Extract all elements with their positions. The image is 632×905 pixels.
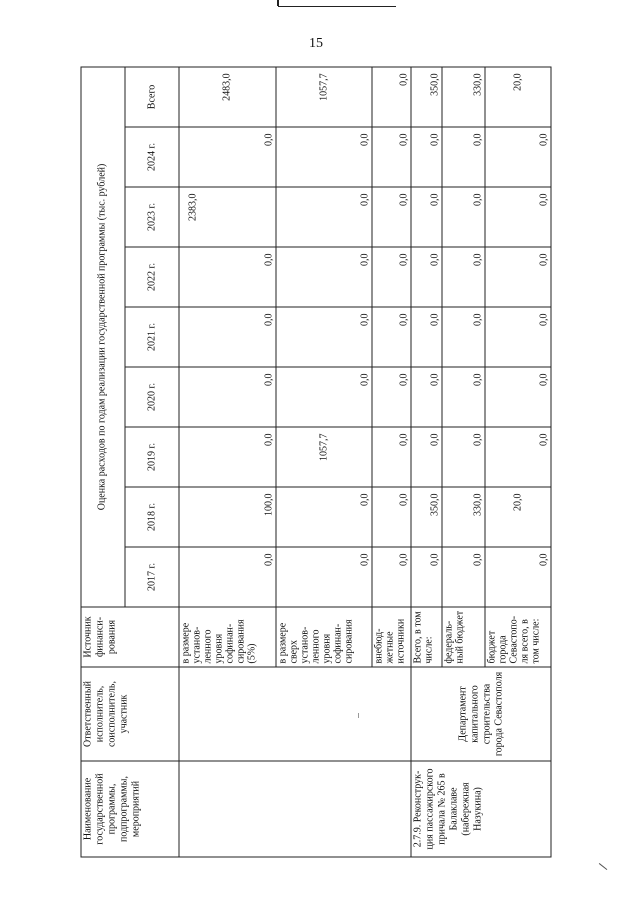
value-cell: 0,0 (442, 187, 486, 247)
value-cell: 0,0 (411, 307, 442, 367)
measure-responsible: Департамент капитального строительства города Севастополя (411, 667, 551, 761)
header-year: 2018 г. (125, 487, 180, 547)
value-cell: 0,0 (179, 547, 275, 607)
value-cell: 0,0 (411, 187, 442, 247)
header-responsible: Ответственный исполнитель, соисполнитель, участник (81, 667, 179, 761)
measure-name: 2.7.9. Реконструк-ция пассажирского причала № 265 в Балаклаве (набережная Назукина) (411, 761, 551, 857)
header-year: 2024 г. (125, 127, 180, 187)
value-cell: 0,0 (179, 127, 275, 187)
value-cell: 0,0 (276, 547, 372, 607)
value-cell: 0,0 (372, 307, 411, 367)
value-cell: 0,0 (276, 127, 372, 187)
value-cell: 0,0 (442, 427, 486, 487)
header-total: Всего (125, 66, 180, 126)
value-cell: 0,0 (372, 66, 411, 126)
value-cell: 0,0 (179, 307, 275, 367)
value-cell: 0,0 (276, 247, 372, 307)
value-cell: 1057,7 (276, 66, 372, 126)
value-cell: 350,0 (411, 66, 442, 126)
value-cell: 0,0 (372, 367, 411, 427)
value-cell: 0,0 (372, 127, 411, 187)
empty-responsible-cell (179, 667, 411, 761)
value-cell: 0,0 (276, 187, 372, 247)
header-source: Источник финанси-рования (81, 607, 179, 667)
source-cell: Всего, в том числе: (411, 607, 442, 667)
value-cell: 0,0 (276, 307, 372, 367)
value-cell: 0,0 (442, 247, 486, 307)
value-cell: 0,0 (411, 127, 442, 187)
budget-table (81, 66, 552, 857)
value-cell: 2383,0 (179, 187, 275, 247)
empty-name-cell (179, 761, 411, 857)
value-cell: 0,0 (372, 547, 411, 607)
header-year: 2021 г. (125, 307, 180, 367)
value-cell: 0,0 (372, 247, 411, 307)
top-edge-line (278, 0, 396, 7)
table-row (179, 66, 275, 856)
value-cell: 0,0 (276, 367, 372, 427)
header-name: Наименование государственной программы, подпрограммы, мероприятий (81, 761, 179, 857)
value-cell: 0,0 (411, 547, 442, 607)
rotated-table-container (81, 67, 552, 857)
value-cell: 0,0 (411, 427, 442, 487)
value-cell: 0,0 (179, 247, 275, 307)
value-cell: 20,0 (485, 487, 551, 547)
value-cell: 0,0 (485, 187, 551, 247)
value-cell: 0,0 (442, 367, 486, 427)
source-cell: в размере установ-ленного уровня софинан-сирования (5%) (179, 607, 275, 667)
source-cell: в размере сверх установ-ленного уровня софинан-сирования (276, 607, 372, 667)
value-cell: 0,0 (442, 127, 486, 187)
value-cell: 0,0 (485, 547, 551, 607)
table-row (411, 66, 442, 856)
value-cell: 20,0 (485, 66, 551, 126)
value-cell: 0,0 (485, 367, 551, 427)
value-cell: 0,0 (372, 487, 411, 547)
header-year: 2023 г. (125, 187, 180, 247)
pen-mark (599, 863, 608, 870)
source-cell: внебюд-жетные источники (372, 607, 411, 667)
value-cell: 0,0 (179, 427, 275, 487)
value-cell: 0,0 (442, 547, 486, 607)
value-cell: 0,0 (372, 187, 411, 247)
value-cell: 0,0 (179, 367, 275, 427)
value-cell: 330,0 (442, 66, 486, 126)
value-cell: 2483,0 (179, 66, 275, 126)
header-year: 2022 г. (125, 247, 180, 307)
value-cell: 0,0 (411, 247, 442, 307)
source-cell: бюджет города Севастопо-ля всего, в том числе: (485, 607, 551, 667)
value-cell: 0,0 (485, 127, 551, 187)
value-cell: 0,0 (485, 247, 551, 307)
value-cell: 0,0 (372, 427, 411, 487)
value-cell: 1057,7 (276, 427, 372, 487)
value-cell: 0,0 (485, 307, 551, 367)
value-cell: 330,0 (442, 487, 486, 547)
value-cell: 0,0 (276, 487, 372, 547)
value-cell: 0,0 (485, 427, 551, 487)
value-cell: 0,0 (411, 367, 442, 427)
header-estimate: Оценка расходов по годам реализации государственной программы (тыс. рублей) (81, 66, 125, 606)
header-year: 2017 г. (125, 547, 180, 607)
value-cell: 350,0 (411, 487, 442, 547)
header-year: 2020 г. (125, 367, 180, 427)
page-number: 15 (309, 36, 323, 51)
header-year: 2019 г. (125, 427, 180, 487)
value-cell: 100,0 (179, 487, 275, 547)
source-cell: федераль-ный бюджет (442, 607, 486, 667)
value-cell: 0,0 (442, 307, 486, 367)
